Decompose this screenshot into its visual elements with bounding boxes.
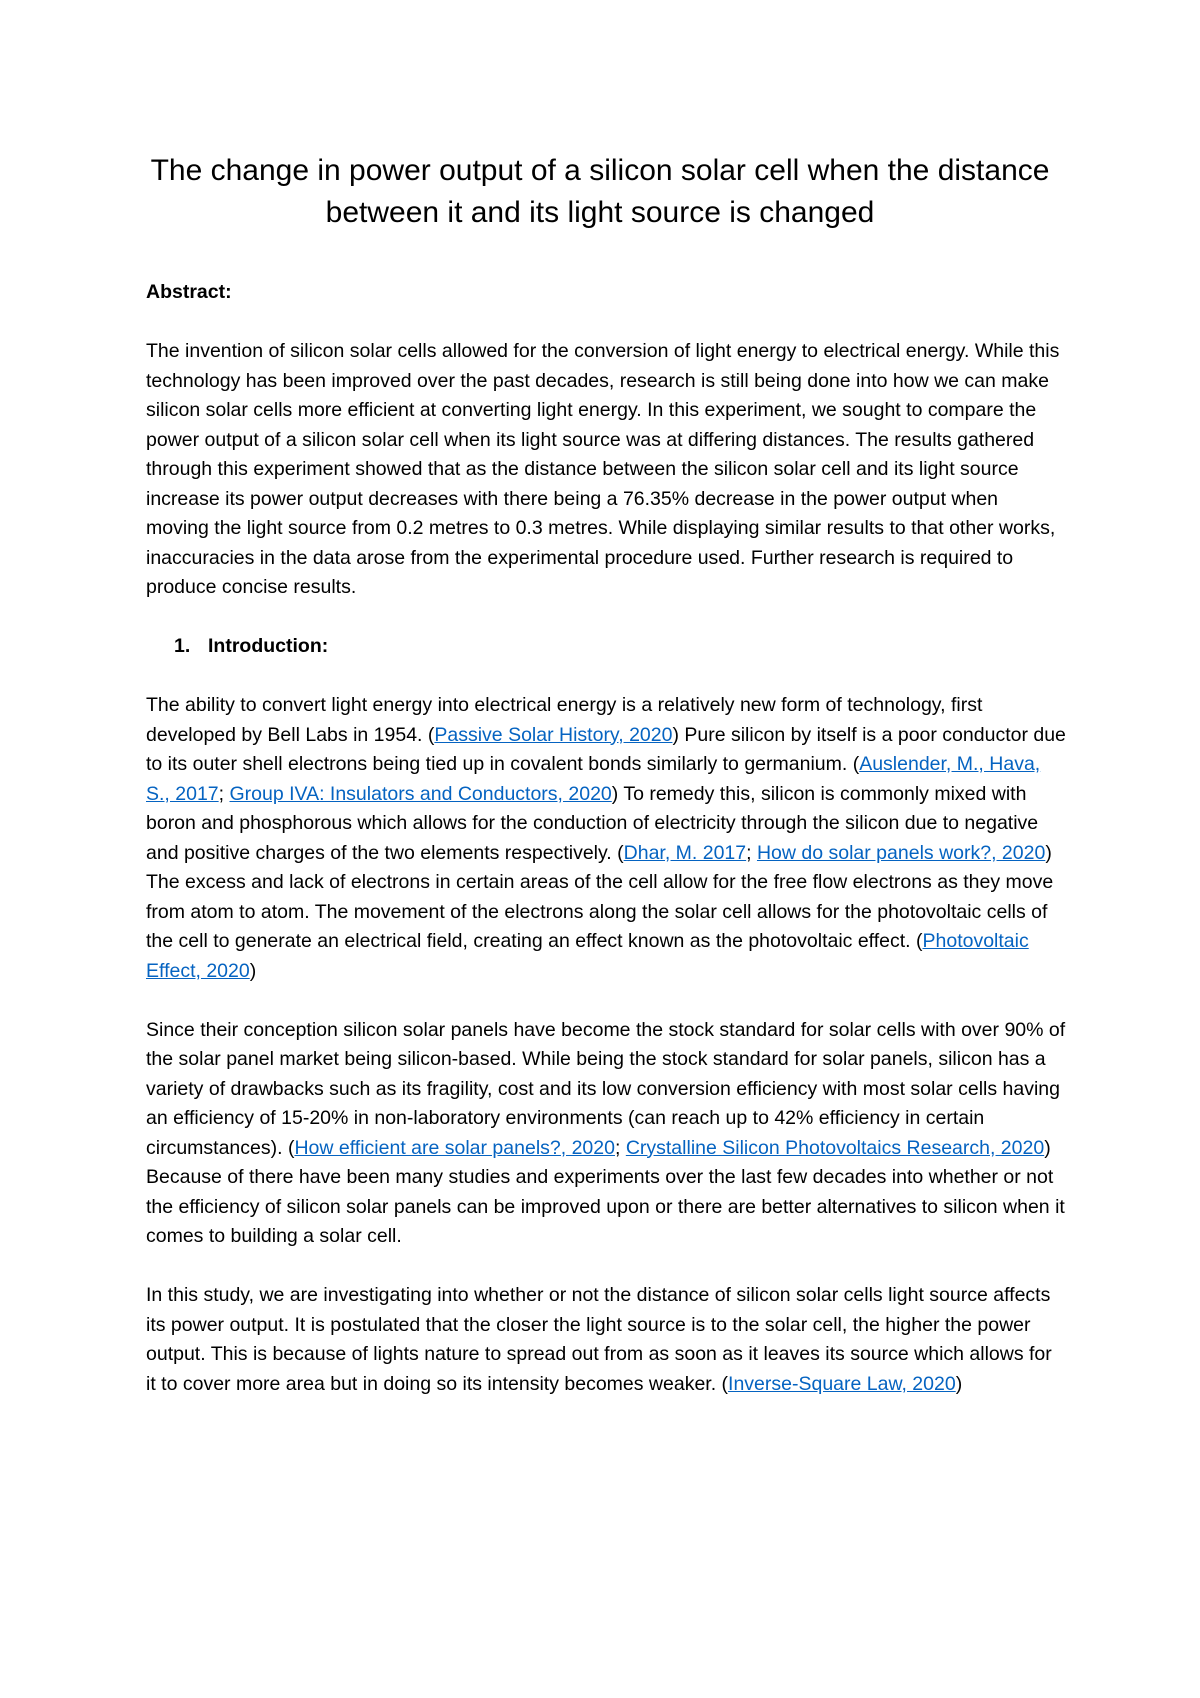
spacer xyxy=(146,603,1066,633)
document-title: The change in power output of a silicon solar cell when the distance between it and its light source is changed xyxy=(150,154,1050,229)
spacer xyxy=(146,986,1066,1016)
paragraph-text: The ability to convert light energy into electrical energy is a relatively new form of technology, first developed by Bell Labs in 1954. ( xyxy=(146,694,983,746)
abstract-heading: Abstract: xyxy=(146,281,232,303)
intro-paragraph-2 xyxy=(146,1016,1066,1252)
paragraph-text: ) To remedy this, silicon is commonly mixed with boron and phosphorous which allows for the conduction of electricity through the silicon due to negative and positive charges of the two elements respectively. ( xyxy=(146,782,1039,864)
spacer xyxy=(146,662,1066,692)
paragraph-text: ; xyxy=(614,1136,626,1159)
paragraph-text: ; xyxy=(218,782,230,805)
paragraph-text: Since their conception silicon solar panels have become the stock standard for solar cells with over 90% of the solar panel market being silicon-based. While being the stock standard for solar panels, silicon has a variety of drawbacks such as its fragility, cost and its low conversion efficiency with most solar cells having an efficiency of 15-20% in non-laboratory environments (can reach up to 42% efficiency in certain circumstances). ( xyxy=(146,1018,1066,1159)
paragraph-text: ) xyxy=(249,959,257,982)
abstract-paragraph: The invention of silicon solar cells allowed for the conversion of light energy to electrical energy. While this technology has been improved over the past decades, research is still being done into how we can make silicon solar cells more efficient at converting light energy. In this experiment, we sought to compare the power output of a silicon solar cell when its light source was at differing distances. The results gathered through this experiment showed that as the distance between the silicon solar cell and its light source increase its power output decreases with there being a 76.35% decrease in the power output when moving the light source from 0.2 metres to 0.3 metres. While displaying similar results to that other works, inaccuracies in the data arose from the experimental procedure used. Further research is required to produce concise results. xyxy=(146,340,1060,598)
citation-link[interactable]: Photovoltaic Effect, 2020 xyxy=(146,930,1029,982)
introduction-heading xyxy=(146,632,1066,662)
citation-link[interactable]: Crystalline Silicon Photovoltaics Research, 2020 xyxy=(625,1136,1045,1159)
paragraph-text: ; xyxy=(746,841,757,864)
spacer xyxy=(146,308,1066,338)
citation-link[interactable]: Dhar, M. 2017 xyxy=(623,841,747,864)
citation-link[interactable]: How do solar panels work?, 2020 xyxy=(756,841,1046,864)
citation-link[interactable]: How efficient are solar panels?, 2020 xyxy=(294,1136,615,1159)
intro-paragraph-1 xyxy=(146,691,1066,986)
paragraph-text: ) The excess and lack of electrons in certain areas of the cell allow for the free flow electrons as they move from atom to atom. The movement of the electrons along the solar cell allows for the photovoltaic cells of the cell to generate an electrical field, creating an effect known as the photovoltaic effect. ( xyxy=(146,841,1054,952)
paragraph-text: ) Pure silicon by itself is a poor conductor due to its outer shell electrons being tied up in covalent bonds similarly to germanium. ( xyxy=(146,723,1066,775)
spacer xyxy=(146,1252,1066,1282)
citation-link[interactable]: Group IVA: Insulators and Conductors, 2020 xyxy=(229,782,612,805)
document-body xyxy=(146,278,1066,1399)
section-number: 1. xyxy=(174,635,191,657)
citation-link[interactable]: Passive Solar History, 2020 xyxy=(434,723,673,746)
citation-link[interactable]: Auslender, M., Hava, S., 2017 xyxy=(146,753,1041,805)
section-title: Introduction: xyxy=(208,635,329,657)
paragraph-text: ) xyxy=(955,1372,963,1395)
paragraph-text: ) Because of there have been many studies and experiments over the last few decades into whether or not the efficiency of silicon solar panels can be improved upon or there are better alternatives to silicon when it comes to building a solar cell. xyxy=(146,1136,1065,1247)
paragraph-text: In this study, we are investigating into whether or not the distance of silicon solar cells light source affects its power output. It is postulated that the closer the light source is to the solar cell, the higher the power output. This is because of lights nature to spread out from as soon as it leaves its source which allows for it to cover more area but in doing so its intensity becomes weaker. ( xyxy=(146,1284,1052,1395)
intro-paragraph-3 xyxy=(146,1281,1066,1399)
citation-link[interactable]: Inverse-Square Law, 2020 xyxy=(728,1372,956,1395)
